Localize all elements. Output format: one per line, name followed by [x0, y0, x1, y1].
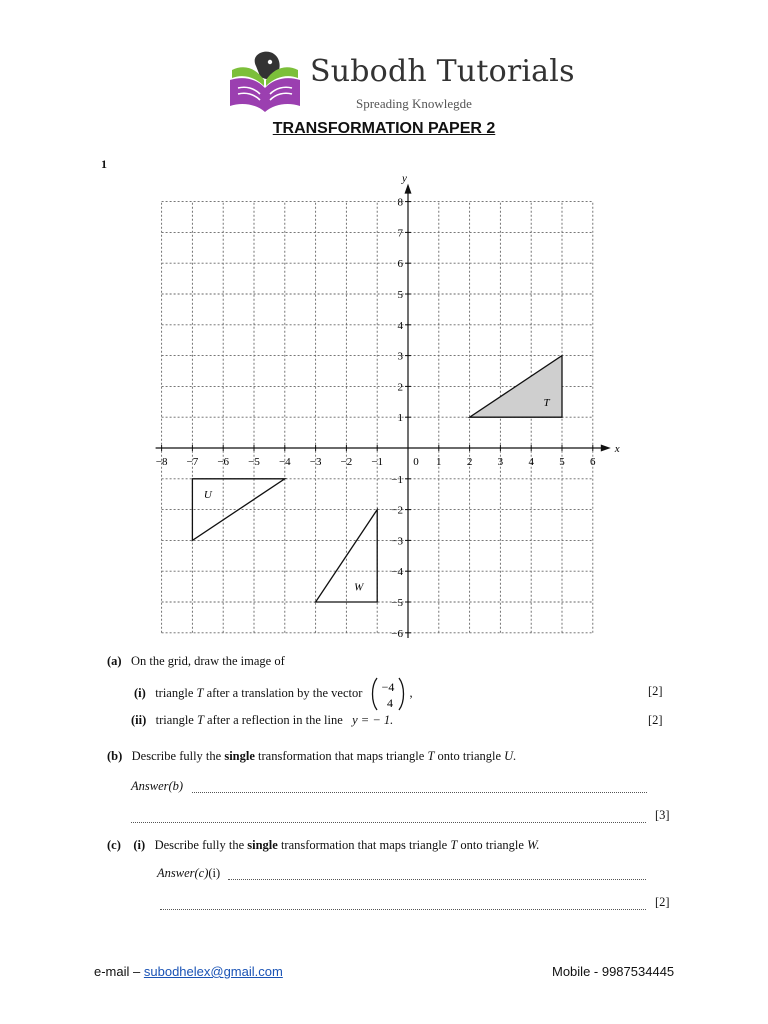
y-tick-label: 3: [397, 350, 403, 363]
part-c-label: (c): [107, 838, 121, 852]
y-tick-label: −4: [391, 566, 403, 579]
footer-email-label: e-mail –: [94, 964, 141, 979]
origin-label: 0: [413, 456, 419, 468]
x-tick-label: 1: [436, 456, 442, 468]
y-tick-label: −5: [391, 597, 403, 609]
part-a-ii: [131, 713, 393, 728]
part-c-question: [107, 838, 539, 853]
part-a-i-marks: [2]: [648, 684, 663, 698]
triangle-label-T: T: [543, 396, 550, 409]
part-c-marks: [2]: [655, 895, 670, 909]
x-tick-label: −8: [155, 456, 168, 468]
y-tick-label: −3: [391, 535, 403, 548]
answer-c-label-wrap: [157, 866, 220, 881]
part-c-text-1: Describe fully the: [154, 838, 245, 852]
part-a-i-var: T: [196, 685, 204, 700]
email-link[interactable]: subodhelex@gmail.com: [143, 964, 283, 979]
part-a-i-text-after: after a translation by the vector: [206, 685, 363, 700]
part-b-var1: T: [427, 749, 435, 763]
y-axis-label: y: [402, 172, 407, 185]
part-a-i: [134, 676, 413, 712]
brand-name: Subodh Tutorials: [310, 54, 575, 89]
part-a-ii-marks: [2]: [648, 713, 663, 727]
x-tick-label: −6: [217, 456, 230, 468]
part-b-bold: single: [224, 749, 255, 763]
part-b-text-1: Describe fully the: [131, 749, 222, 763]
y-tick-label: 8: [397, 196, 403, 209]
answer-b-label: Answer(b): [131, 779, 184, 793]
x-tick-label: −5: [248, 456, 260, 468]
footer-mobile: Mobile - 9987534445: [552, 964, 675, 979]
y-tick-label: 6: [397, 258, 403, 271]
part-a-i-label: (i): [134, 685, 146, 700]
part-a-ii-text-before: triangle: [155, 713, 194, 727]
answer-c-line-1[interactable]: [228, 879, 646, 880]
x-tick-label: −1: [371, 456, 384, 468]
part-c-var1: T: [450, 838, 458, 852]
x-tick-label: 2: [466, 456, 473, 468]
y-tick-label: 4: [397, 319, 403, 332]
x-tick-label: −4: [278, 456, 291, 468]
brand-tagline: Spreading Knowlegde: [356, 96, 472, 111]
triangle-label-U: U: [203, 489, 212, 502]
part-a-ii-equation: y = − 1.: [352, 713, 394, 727]
part-c-text-2: transformation that maps triangle: [280, 838, 448, 852]
y-tick-label: 2: [397, 381, 403, 394]
answer-c-label: Answer(c): [157, 866, 209, 880]
answer-b-line-1[interactable]: [192, 792, 647, 793]
part-b-marks: [3]: [655, 808, 670, 822]
y-tick-label: 5: [397, 289, 403, 301]
y-tick-label: −2: [391, 504, 403, 517]
answer-b-line-2[interactable]: [131, 822, 646, 823]
part-b-text-2: transformation that maps triangle: [258, 749, 425, 763]
x-tick-label: −3: [309, 456, 322, 468]
y-tick-label: −6: [391, 627, 403, 638]
part-c-var2: W.: [527, 838, 540, 852]
part-a-heading: [107, 654, 285, 669]
part-a-ii-label: (ii): [131, 713, 147, 727]
x-tick-label: 3: [497, 456, 504, 468]
part-a-i-text-before: triangle: [155, 685, 194, 700]
book-owl-logo-icon: [226, 46, 306, 116]
x-tick-label: 4: [528, 456, 534, 468]
part-a-text: On the grid, draw the image of: [130, 654, 285, 668]
part-a-ii-var: T: [196, 713, 204, 727]
footer-email: [94, 964, 283, 979]
part-a-i-trail: ,: [409, 685, 413, 700]
x-axis-label: x: [614, 443, 620, 455]
x-axis-arrow: [601, 445, 611, 452]
triangle-label-W: W: [354, 581, 364, 594]
part-c-text-3: onto triangle: [460, 838, 524, 852]
coordinate-grid-chart: [96, 168, 656, 638]
part-b-text-3: onto triangle: [437, 749, 502, 763]
answer-c-line-2[interactable]: [160, 909, 646, 910]
part-c-bold: single: [247, 838, 278, 852]
x-tick-label: 5: [559, 456, 565, 468]
vector-top: −4: [381, 680, 394, 694]
vector-bottom: 4: [386, 696, 393, 710]
part-b-var2: U.: [504, 749, 517, 763]
part-b-question: [107, 749, 516, 764]
y-tick-label: 1: [397, 412, 403, 425]
part-a-ii-text-after: after a reflection in the line: [207, 713, 343, 727]
paper-title: TRANSFORMATION PAPER 2: [272, 120, 496, 137]
y-tick-label: −1: [391, 473, 403, 486]
x-tick-label: 6: [590, 456, 596, 468]
part-a-label: (a): [107, 654, 122, 668]
answer-c-sub: (i): [208, 866, 221, 880]
x-tick-label: −7: [186, 456, 199, 468]
translation-vector: [370, 676, 406, 712]
header-logo: [226, 46, 575, 118]
part-b-label: (b): [107, 749, 123, 763]
x-tick-label: −2: [340, 456, 353, 468]
y-axis-arrow: [405, 184, 412, 194]
part-c-sub: (i): [133, 838, 146, 852]
y-tick-label: 7: [397, 227, 403, 240]
question-number: 1: [101, 157, 107, 171]
